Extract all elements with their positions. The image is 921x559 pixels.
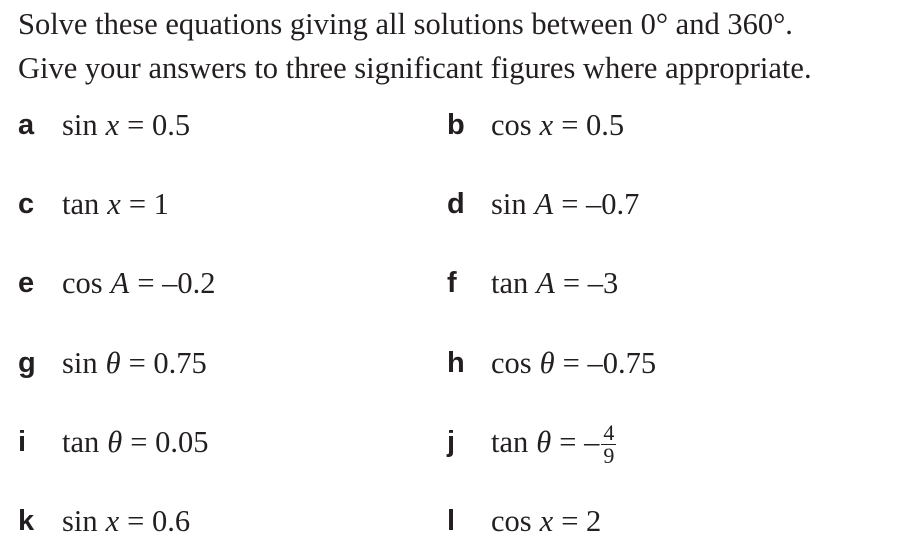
- question-b: [447, 103, 624, 147]
- equation-rhs: = 0.75: [128, 345, 207, 380]
- question-letter: l: [447, 504, 456, 537]
- question-letter: j: [447, 425, 456, 458]
- variable: A: [536, 265, 555, 300]
- question-letter: a: [18, 108, 35, 141]
- trig-function: tan: [62, 424, 100, 459]
- equation: [491, 419, 616, 468]
- equation-rhs: = –0.75: [562, 345, 657, 380]
- variable: θ: [539, 345, 555, 380]
- trig-function: sin: [62, 503, 98, 538]
- equation-rhs: = 0.5: [127, 107, 191, 142]
- question-c: [18, 182, 169, 226]
- question-letter: i: [18, 425, 27, 458]
- question-letter: f: [447, 266, 457, 299]
- variable: θ: [105, 345, 121, 380]
- question-letter: b: [447, 108, 465, 141]
- equation-rhs: = 0.6: [127, 503, 191, 538]
- equation-rhs: = 1: [128, 186, 169, 221]
- variable: x: [539, 107, 554, 142]
- variable: A: [110, 265, 130, 300]
- fraction: [601, 419, 616, 468]
- instruction-line-2: Give your answers to three significant figures where appropriate.: [18, 51, 812, 85]
- equation-rhs: = 0.5: [561, 107, 625, 142]
- equation-rhs: = –0.7: [561, 186, 640, 221]
- question-letter: k: [18, 504, 35, 537]
- variable: A: [534, 186, 554, 221]
- question-l: [447, 499, 601, 543]
- equation: [491, 266, 618, 301]
- equation: [62, 266, 216, 301]
- question-i: [18, 420, 208, 464]
- trig-function: tan: [62, 186, 100, 221]
- question-letter: e: [18, 266, 35, 299]
- question-g: [18, 341, 207, 385]
- trig-function: cos: [491, 107, 532, 142]
- trig-function: tan: [491, 265, 529, 300]
- question-letter: d: [447, 187, 465, 220]
- variable: x: [105, 503, 120, 538]
- question-a: [18, 103, 190, 147]
- variable: θ: [107, 424, 123, 459]
- question-letter: g: [18, 346, 36, 379]
- equation-rhs: = 0.05: [130, 424, 209, 459]
- trig-function: tan: [491, 424, 529, 459]
- equation: [491, 108, 624, 143]
- equation: [62, 187, 169, 222]
- question-e: [18, 261, 216, 305]
- equation: [62, 108, 190, 143]
- equation-rhs: = –0.2: [137, 265, 216, 300]
- equation-rhs: = –3: [562, 265, 619, 300]
- question-f: [447, 261, 618, 305]
- trig-function: sin: [62, 107, 98, 142]
- question-letter: c: [18, 187, 35, 220]
- trig-function: sin: [491, 186, 527, 221]
- equation: [491, 504, 601, 539]
- equation-rhs: = –: [559, 424, 600, 459]
- trig-function: cos: [491, 503, 532, 538]
- equation: [491, 346, 656, 381]
- question-k: [18, 499, 190, 543]
- equation: [62, 346, 207, 381]
- trig-function: cos: [491, 345, 532, 380]
- equation: [62, 425, 208, 460]
- fraction-numerator: 4: [603, 419, 615, 445]
- trig-function: sin: [62, 345, 98, 380]
- equation: [62, 504, 190, 539]
- question-d: [447, 182, 639, 226]
- question-h: [447, 341, 656, 385]
- variable: x: [107, 186, 121, 221]
- question-letter: h: [447, 346, 465, 379]
- trig-function: cos: [62, 265, 103, 300]
- fraction-denominator: 9: [603, 442, 615, 468]
- variable: x: [105, 107, 120, 142]
- variable: x: [539, 503, 554, 538]
- equation: [491, 187, 639, 222]
- equation-rhs: = 2: [561, 503, 602, 538]
- variable: θ: [536, 424, 552, 459]
- question-j: [447, 419, 616, 468]
- instruction-line-1: Solve these equations giving all solutions between 0° and 360°.: [18, 7, 793, 41]
